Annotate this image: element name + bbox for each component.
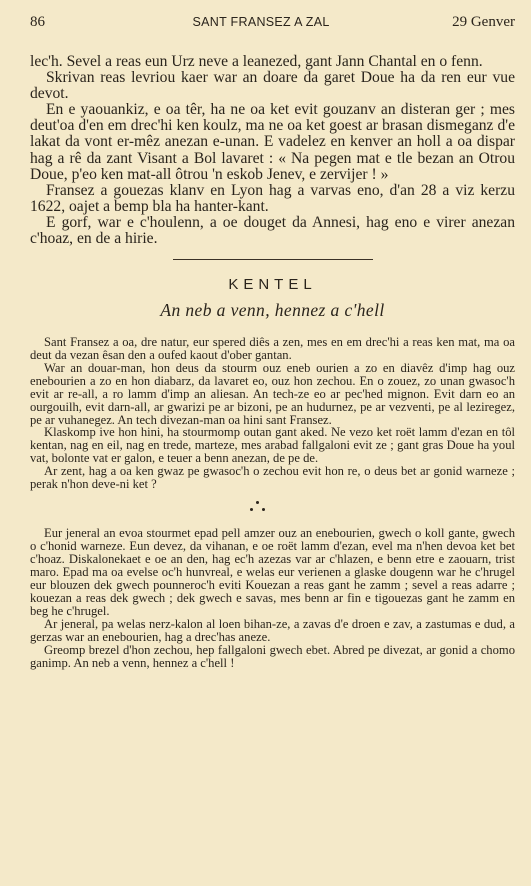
paragraph: En e yaouankiz, e oa têr, ha ne oa ket evit gouzanv an disteran ger ; mes deut'oa d'en em drec'hi ken koulz, ma ne oa ket goest ar brasan dismeganz d'e lakat da vont er-mêz anezan e-unan. E vadelez en kenver an holl a oa dispar hag a rê da zant Visant a Bol lavaret : « Na pegen mat e tle bezan an Otrou Doue, p'eo ken mat-all ôtrou 'n eskob Jenev, e zervijer ! » xyxy=(30,101,515,183)
section-heading: KENTEL xyxy=(228,276,317,294)
lesson-paragraph: Sant Fransez a oa, dre natur, eur spered diês a zen, mes en em drec'hi a reas ken mat, ma oa deut da vezan êsan den a oufed kaout d'ober gantan. xyxy=(30,335,515,363)
running-title: SANT FRANSEZ A ZAL xyxy=(192,15,330,29)
running-head xyxy=(30,14,515,36)
lesson-paragraph: Klaskomp ive hon hini, ha stourmomp outan gant aked. Ne vezo ket roët lamm d'ezan en tôl kentan, nag en eil, nag en trede, marteze, mes arabad fallgaloni evit ze ; gant gras Doue ha youl vat, bolonte vat er galon, e teuer a benn anezan, de pe de. xyxy=(30,425,515,466)
lesson-paragraph: Ar zent, hag a oa ken gwaz pe gwasoc'h o zechou evit hon re, o deus bet ar gonid warneze ; perak n'hon deve-ni ket ? xyxy=(30,464,515,492)
lesson-text-1 xyxy=(30,336,515,491)
section-subheading: An neb a venn, hennez a c'hell xyxy=(160,300,385,321)
lesson-paragraph: Eur jeneral an evoa stourmet epad pell amzer ouz an enebourien, gwech o koll gante, gwech o c'honid warneze. Eun devez, da vihanan, e oe roët lamm d'ezan, evel ma n'hen devoa ket bet c'hoaz. Diskalonekaet e oe an den, hag ec'h azezas var ar c'hlazen, e benn etre e zaouarn, trist maro. Epad ma oa evelse oc'h hunvreal, e welas eur verienen a glaske dougenn war he c'hrugel eur blouzen dek gwech pounneroc'h eviti Kouezan a reas gant he zamm ; sevel a reas adarre ; kouezan a reas dek gwech ; dek gwech e savas, mes benn ar fin e tigouezas gant he zamm en beg he c'hrugel. xyxy=(30,526,515,618)
paragraph: Fransez a gouezas klanv en Lyon hag a varvas eno, d'an 28 a viz kerzu 1622, oajet a bemp bla ha hanter-kant. xyxy=(30,181,515,215)
paragraph: E gorf, war e c'houlenn, a oe douget da Annesi, hag eno e virer anezan c'hoaz, en de a hirie. xyxy=(30,213,515,248)
section-divider xyxy=(173,259,373,260)
upper-text xyxy=(30,54,515,247)
lesson-paragraph: Ar jeneral, pa welas nerz-kalon al loen bihan-ze, a zavas d'e droen e zav, a zastumas e dud, a gerzas war an enebourien, hag a drec'has aneze. xyxy=(30,617,515,644)
page-number: 86 xyxy=(30,14,45,30)
lesson-paragraph: Greomp brezel d'hon zechou, hep fallgaloni gwech ebet. Abred pe divezat, ar gonid a chomo ganimp. An neb a venn, hennez a c'hell ! xyxy=(30,643,515,670)
lesson-text-2 xyxy=(30,527,515,670)
asterism-ornament xyxy=(30,499,515,517)
paragraph: Skrivan reas levriou kaer war an doare da garet Doue ha da ren eur vue devot. xyxy=(30,69,515,103)
lesson-paragraph: War an douar-man, hon deus da stourm ouz eneb ourien a zo en diavêz d'imp hag ouz enebourien a zo en hon diabarz, da lavaret eo, ouz hon zechou. En o zouez, zo unan gwasoc'h evit ar re-all, a ro lamm d'imp an aliesan. An tech-ze eo ar pec'hed mignon. Evit darn eo an ourgouilh, evit darn-all, ar gwarizi pe ar bizoni, pe an hudurnez, pe ar vezventi, pe al leziregez, pe ar vuhanegez. An tech divezan-man oa hini sant Fransez. xyxy=(30,360,515,427)
paragraph: lec'h. Sevel a reas eun Urz neve a leanezed, gant Jann Chantal en o fenn. xyxy=(30,53,483,70)
running-date: 29 Genver xyxy=(452,14,515,30)
